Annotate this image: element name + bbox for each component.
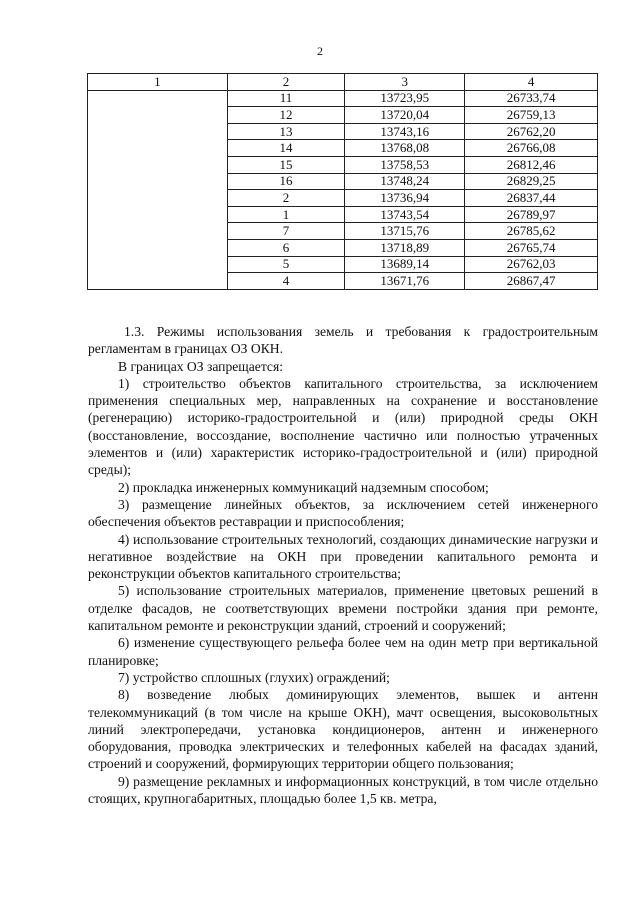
table-cell: 13689,14 xyxy=(345,256,465,273)
list-item: 6) изменение существующего рельефа более чем на один метр при вертикальной планировке; xyxy=(88,635,598,668)
table-cell: 7 xyxy=(227,223,345,240)
table-cell: 26812,46 xyxy=(465,156,598,173)
list-item: 2) прокладка инженерных коммуникаций надземным способом; xyxy=(118,479,489,495)
table-cell: 26837,44 xyxy=(465,190,598,207)
list-item: 1) строительство объектов капитального строительства, за исключением применения специальных мер, направленных на сохранение и восстановление (регенерацию) историко-градостроительной и (или) природной среды ОКН (восстановление, воссоздание, восполнение частично или полностью утраченных элементов и (или) характеристик историко-градостроительной и (или) природной среды); xyxy=(88,375,598,478)
table-cell: 26789,97 xyxy=(465,206,598,223)
column-header: 4 xyxy=(465,74,598,91)
list-item: 9) размещение рекламных и информационных конструкций, в том числе отдельно стоящих, крупногабаритных, площадью более 1,5 кв. метра, xyxy=(88,773,598,807)
table-cell: 2 xyxy=(227,190,345,207)
table-cell: 26765,74 xyxy=(465,239,598,256)
table-row xyxy=(88,90,598,107)
table-cell: 5 xyxy=(227,256,345,273)
table-cell: 13758,53 xyxy=(345,156,465,173)
column-header: 3 xyxy=(345,74,465,91)
document-body xyxy=(88,323,598,807)
table-cell: 13718,89 xyxy=(345,239,465,256)
table-cell: 13768,08 xyxy=(345,140,465,157)
table-cell: 26762,20 xyxy=(465,123,598,140)
merged-blank-cell xyxy=(88,90,228,289)
table-cell: 6 xyxy=(227,239,345,256)
table-cell: 13 xyxy=(227,123,345,140)
table-cell: 26762,03 xyxy=(465,256,598,273)
table-cell: 13736,94 xyxy=(345,190,465,207)
paragraph: В границах ОЗ запрещается: xyxy=(118,358,283,374)
list-item: 5) использование строительных материалов, применение цветовых решений в отделке фасадов, не соответствующих времени постройки здания при ремонте, капитальном ремонте и реконструкции зданий, строений и сооружений; xyxy=(88,583,598,634)
table-cell: 13671,76 xyxy=(345,273,465,290)
list-item: 4) использование строительных технологий, создающих динамические нагрузки и негативное воздействие на ОКН при проведении капитального ремонта и реконструкции объектов капитального строительства; xyxy=(88,531,598,582)
table-cell: 26829,25 xyxy=(465,173,598,190)
table-cell: 12 xyxy=(227,107,345,124)
table-cell: 26766,08 xyxy=(465,140,598,157)
table-cell: 13748,24 xyxy=(345,173,465,190)
table-cell: 15 xyxy=(227,156,345,173)
table-cell: 1 xyxy=(227,206,345,223)
table-cell: 26785,62 xyxy=(465,223,598,240)
list-item: 7) устройство сплошных (глухих) ограждений; xyxy=(118,669,390,685)
table-cell: 26867,47 xyxy=(465,273,598,290)
table-cell: 13715,76 xyxy=(345,223,465,240)
column-header: 2 xyxy=(227,74,345,91)
table-cell: 13723,95 xyxy=(345,90,465,107)
section-heading: 1.3. Режимы использования земель и требования к градостроительным регламентам в границах ОЗ ОКН. xyxy=(88,324,598,357)
table-cell: 26733,74 xyxy=(465,90,598,107)
table-header-row xyxy=(88,74,598,91)
table-cell: 11 xyxy=(227,90,345,107)
list-item: 3) размещение линейных объектов, за исключением сетей инженерного обеспечения объектов реставрации и приспособления; xyxy=(88,496,598,530)
page-number: 2 xyxy=(317,44,323,58)
table-cell: 4 xyxy=(227,273,345,290)
table-cell: 13720,04 xyxy=(345,107,465,124)
table-cell: 13743,16 xyxy=(345,123,465,140)
list-item: 8) возведение любых доминирующих элементов, вышек и антенн телекоммуникаций (в том числе на крыше ОКН), мачт освещения, высоковольтных линий электропередачи, установка кондиционеров, антенн и инженерного оборудования, проводка электрических и телефонных кабелей на фасадах зданий, строений и сооружений, формирующих территории общего пользования; xyxy=(88,687,598,772)
table-cell: 16 xyxy=(227,173,345,190)
table-cell: 14 xyxy=(227,140,345,157)
column-header: 1 xyxy=(88,74,228,91)
coordinates-table xyxy=(87,73,598,290)
table-cell: 13743,54 xyxy=(345,206,465,223)
table-cell: 26759,13 xyxy=(465,107,598,124)
